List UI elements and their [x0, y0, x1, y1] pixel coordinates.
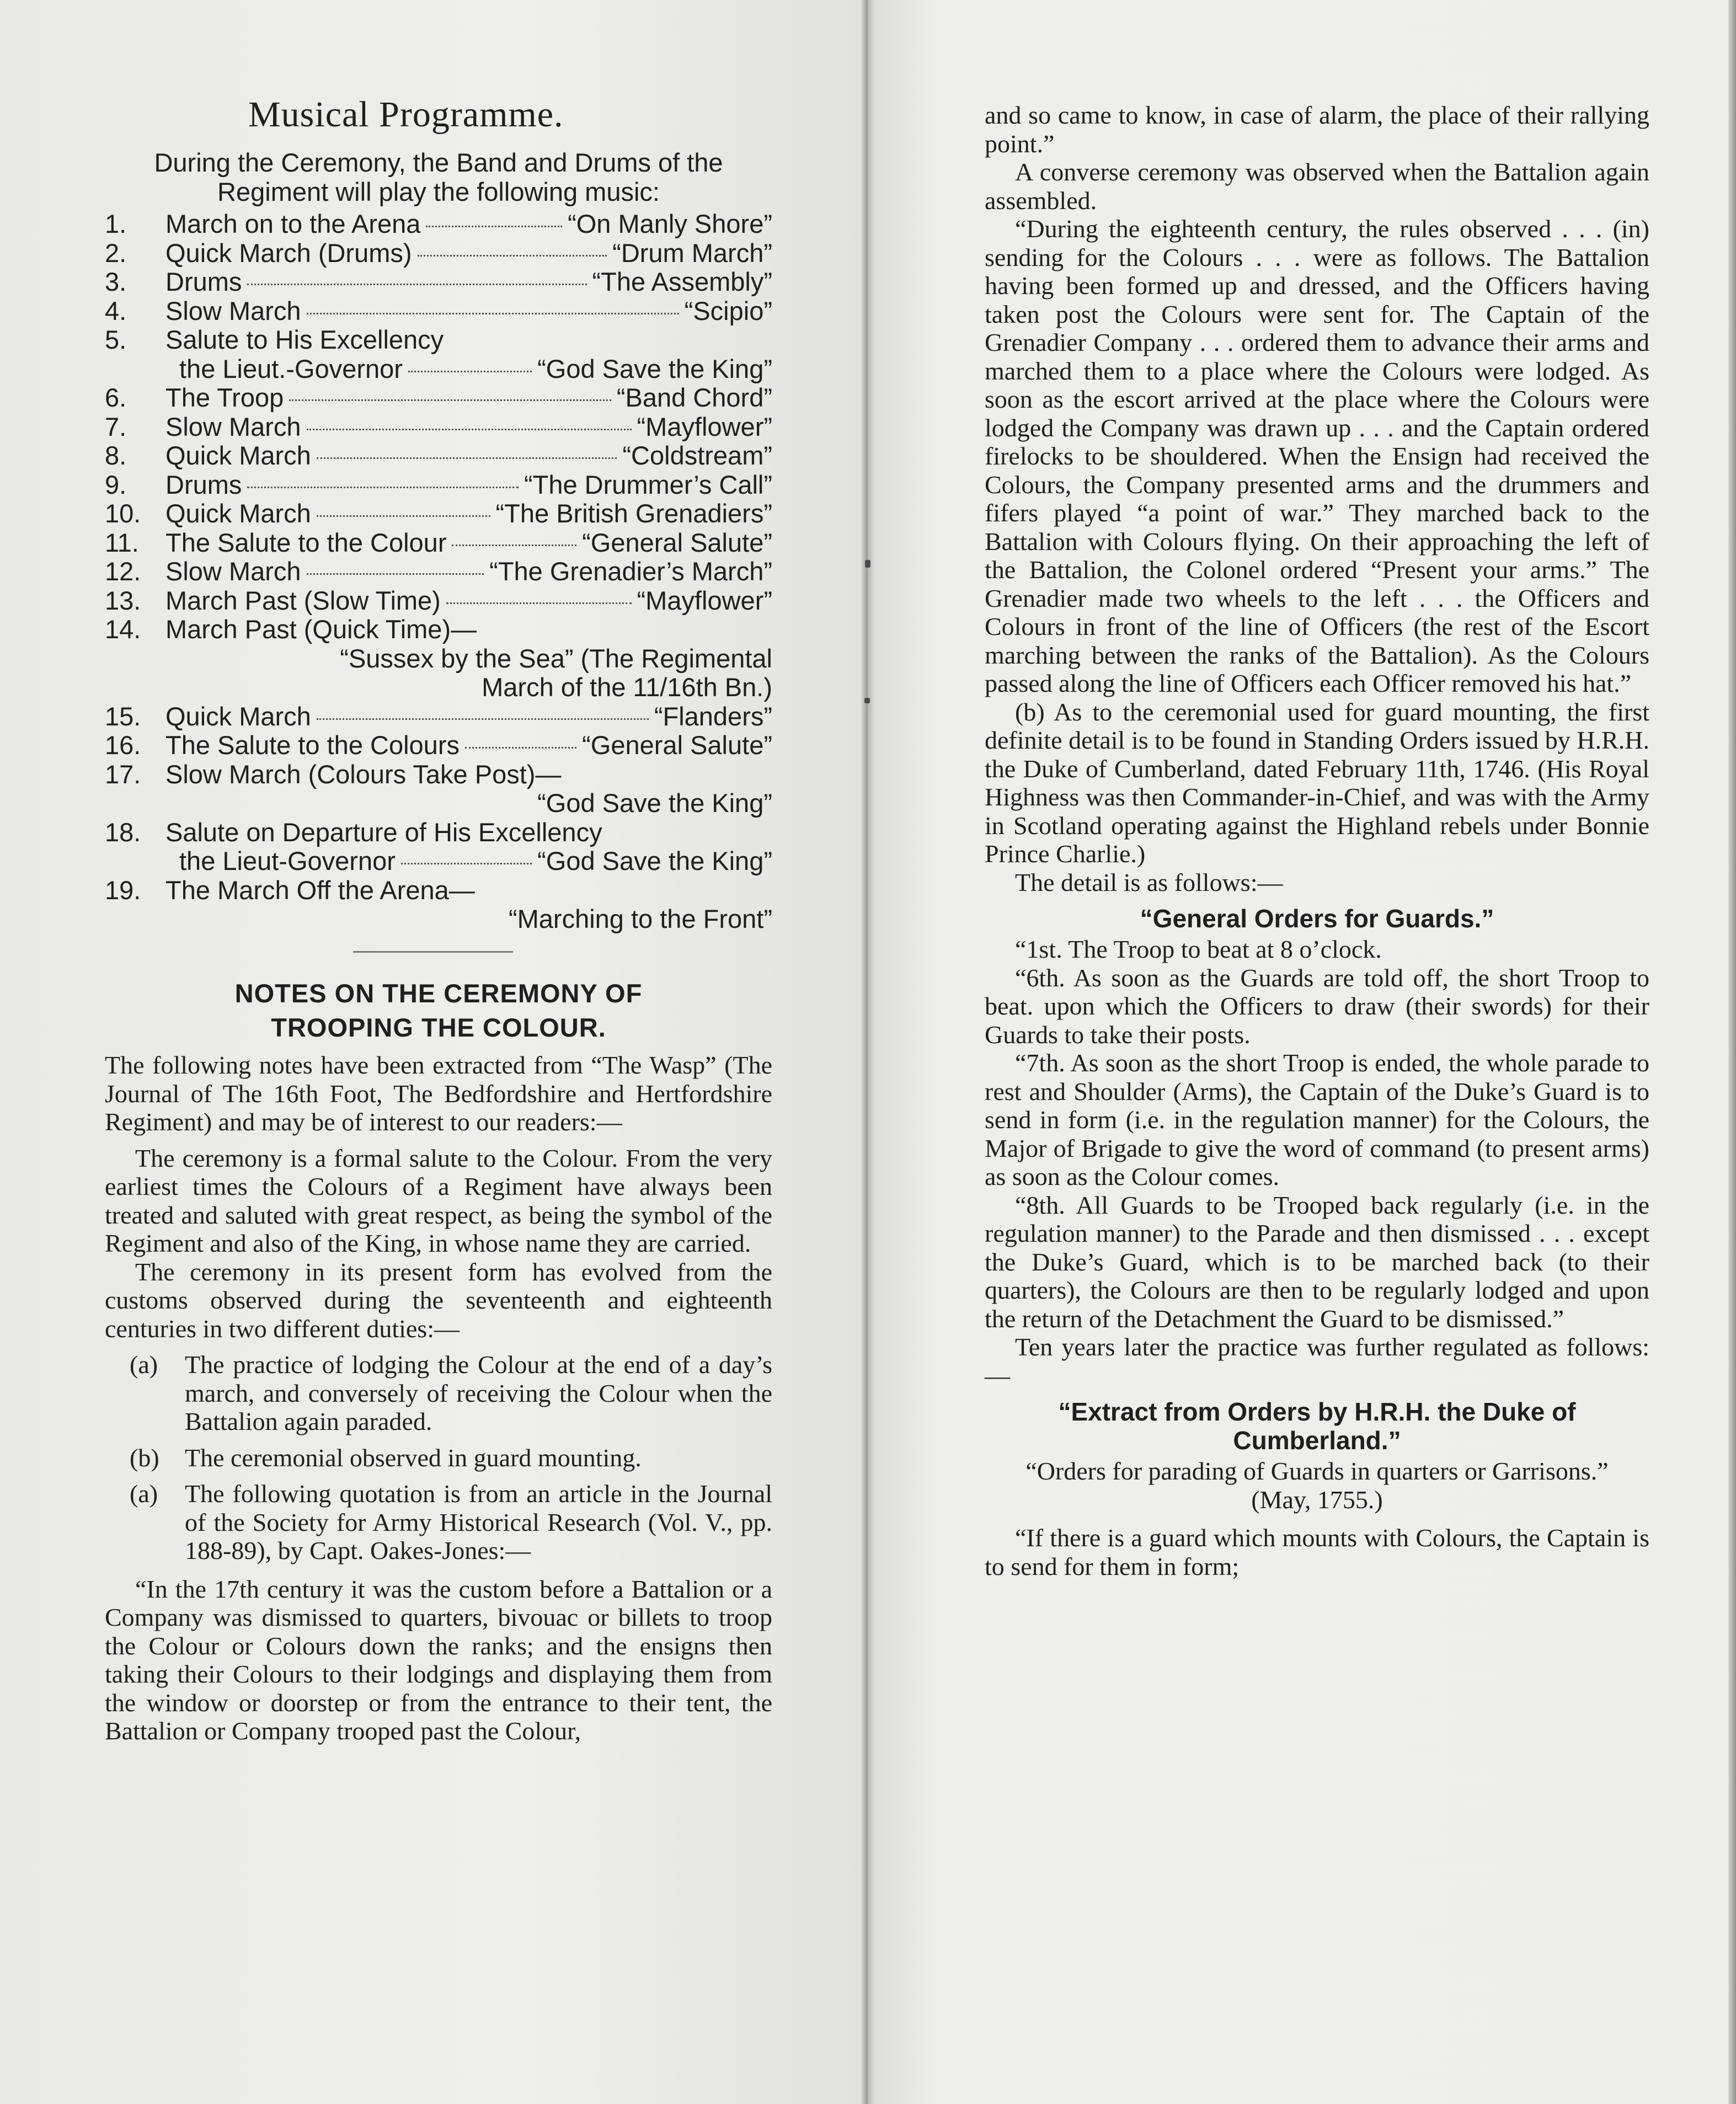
list-marker: (b)	[130, 1443, 159, 1472]
list-item	[105, 1350, 772, 1436]
programme-item	[105, 527, 772, 557]
programme-label: Salute to His Excellency	[165, 325, 444, 354]
programme-item	[105, 904, 772, 933]
dot-leader	[465, 747, 576, 749]
programme-tune: “On Manly Shore”	[568, 209, 772, 238]
programme-tune: “General Salute”	[582, 527, 772, 557]
programme-number: 3.	[105, 267, 127, 296]
programme-tune: “The Drummer’s Call”	[524, 469, 772, 499]
programme-tune: “The Assembly”	[592, 267, 772, 296]
programme-number: 18.	[105, 817, 141, 847]
programme-label: Quick March	[165, 441, 311, 470]
dot-leader	[401, 863, 532, 864]
paragraph: Ten years later the practice was further regulated as follows:—	[985, 1333, 1649, 1390]
programme-label: Drums	[165, 469, 242, 499]
dot-leader	[452, 544, 576, 546]
dot-leader	[307, 429, 632, 430]
dot-leader	[247, 487, 519, 488]
programme-number: 14.	[105, 615, 141, 644]
programme-tune: “Drum March”	[612, 238, 772, 268]
programme-item	[105, 701, 772, 730]
programme-label: Slow March (Colours Take Post)—	[165, 759, 562, 789]
list-marker: (a)	[130, 1480, 158, 1508]
programme-number: 16.	[105, 730, 141, 760]
programme-tune: “General Salute”	[582, 730, 772, 760]
programme-label: The Troop	[165, 383, 284, 412]
right-page-body	[985, 101, 1649, 1580]
paragraph: “7th. As soon as the short Troop is ended, the whole parade to rest and Shoulder (Arms), the Captain of the Duke’s Guard is to send in form (i.e. in the regulation manner) for the Colours, the Major of Brigade to give the word of command (to present arms) as soon as the Colour comes.	[985, 1049, 1649, 1190]
paragraph: (b) As to the ceremonial used for guard mounting, the first definite detail is to be found in Standing Orders issued by H.R.H. the Duke of Cumberland, dated February 11th, 1746. (His Royal Highness was then Commander-in-Chief, and was with the Army in Scotland operating against the Highland rebels under Bonnie Prince Charlie.)	[985, 697, 1649, 868]
programme-number: 19.	[105, 875, 141, 905]
dot-leader	[289, 399, 611, 401]
programme-item	[105, 585, 772, 615]
paragraph: “6th. As soon as the Guards are told off, the short Troop to beat. upon which the Officers to draw (their swords) for their Guards to take their posts.	[985, 963, 1649, 1049]
orders-heading: “General Orders for Guards.”	[1140, 904, 1494, 933]
programme-number: 10.	[105, 499, 141, 528]
programme-tune: “The British Grenadiers”	[495, 499, 772, 528]
list-text: The ceremonial observed in guard mounting.	[185, 1443, 642, 1472]
list-text: The practice of lodging the Colour at the end of a day’s march, and conversely of receiving the Colour when the Battalion again paraded.	[185, 1350, 772, 1435]
dot-leader	[317, 515, 490, 517]
list-item	[105, 1480, 772, 1565]
programme-tune: “Scipio”	[684, 296, 772, 325]
programme-item	[105, 469, 772, 499]
programme-number: 4.	[105, 296, 127, 325]
programme-number: 12.	[105, 557, 141, 586]
programme-label: Slow March	[165, 557, 301, 586]
programme-label: Slow March	[165, 296, 301, 325]
programme-label: Slow March	[165, 412, 301, 441]
paragraph: “1st. The Troop to beat at 8 o’clock.	[1015, 935, 1382, 963]
paragraph: “If there is a guard which mounts with Colours, the Captain is to send for them in form;	[985, 1524, 1649, 1580]
programme-item	[105, 238, 772, 267]
programme-item	[105, 209, 772, 238]
programme-item	[105, 324, 772, 354]
paragraph: “8th. All Guards to be Trooped back regularly (i.e. in the regulation manner) to the Parade and then dismissed . . . except the Duke’s Guard, which is to be marched back (to their quarters), the Colours are then to be regularly lodged and upon the return of the Detachment the Guard to be dismissed.”	[985, 1190, 1649, 1333]
ink-mark	[864, 698, 870, 703]
programme-tune: “Coldstream”	[622, 441, 772, 470]
programme-number: 11.	[105, 527, 139, 557]
programme-item	[105, 266, 772, 296]
programme-label: March on to the Arena	[165, 209, 421, 238]
programme-item	[105, 354, 772, 383]
ink-mark	[865, 560, 870, 568]
programme-label: Drums	[165, 267, 242, 296]
programme-tune: “Flanders”	[654, 701, 772, 731]
paragraph: “Orders for parading of Guards in quarters or Garrisons.”	[1025, 1457, 1609, 1485]
paragraph: A converse ceremony was observed when the Battalion again assembled.	[985, 158, 1649, 215]
programme-number: 2.	[105, 238, 127, 268]
programme-tune: “Band Chord”	[616, 383, 772, 412]
programme-tune: “Mayflower”	[637, 585, 772, 615]
programme-number: 8.	[105, 441, 127, 470]
list-marker: (a)	[130, 1350, 158, 1379]
programme-tune: “Mayflower”	[637, 412, 772, 441]
paragraph: “During the eighteenth century, the rules observed . . . (in) sending for the Colours . . . were as follows. The Battalion having been formed up and dressed, and the Officers having taken post the Colours were sent for. The Captain of the Grenadier Company . . . ordered them to advance their arms and marched them to a place where the Colours were lodged. As soon as the escort arrived at the place where the Colours were lodged the Company was drawn up . . . and the Captain ordered firelocks to be shouldered. When the Ensign had received the Colours, the Company presented arms and the drummers and fifers played “a point of war.” They marched back to the Battalion with Colours flying. On their approaching the left of the Battalion, the Colonel ordered “Present your arms.” The Grenadier made two wheels to the left . . . the Officers and Colours in front of the line of Officers (the rest of the Escort marching between the ranks of the Battalion). As the Colours passed along the line of Officers each Officer removed his hat.”	[985, 215, 1649, 697]
dot-leader	[426, 226, 562, 227]
programme-item	[105, 440, 772, 469]
programme-label: the Lieut-Governor	[179, 846, 396, 875]
programme-label: Quick March	[165, 701, 311, 731]
programme-number: 13.	[105, 585, 141, 615]
programme-tune: “God Save the King”	[537, 354, 772, 383]
programme-item	[105, 788, 772, 817]
paragraph: The following notes have been extracted from “The Wasp” (The Journal of The 16th Foot, The Bedfordshire and Hertfordshire Regiment) and may be of interest to our readers:—	[105, 1051, 772, 1136]
programme-item	[105, 296, 772, 325]
dot-leader	[247, 284, 586, 285]
programme-item	[105, 759, 772, 788]
programme-tune: “God Save the King”	[537, 846, 772, 875]
page-title: Musical Programme.	[248, 94, 564, 135]
programme-number: 1.	[105, 209, 127, 238]
notes-heading-line-2: TROOPING THE COLOUR.	[271, 1013, 606, 1042]
paragraph: and so came to know, in case of alarm, the place of their rallying point.”	[985, 101, 1649, 158]
book-gutter	[861, 0, 874, 2104]
dot-leader	[408, 371, 532, 372]
programme-item	[105, 730, 772, 759]
programme-tune: “Sussex by the Sea” (The Regimental	[340, 643, 772, 673]
programme-label: Salute on Departure of His Excellency	[165, 817, 602, 847]
dot-leader	[317, 718, 649, 720]
programme-intro: During the Ceremony, the Band and Drums of the Regiment will play the following music:	[154, 148, 723, 206]
programme-label: The Salute to the Colour	[165, 527, 447, 557]
programme-item	[105, 382, 772, 412]
programme-item	[105, 817, 772, 846]
programme-label: Quick March (Drums)	[165, 238, 412, 268]
programme-label: The Salute to the Colours	[165, 730, 460, 760]
programme-number: 9.	[105, 469, 127, 499]
section-divider	[353, 951, 513, 953]
programme-item	[105, 498, 772, 527]
programme-label: Quick March	[165, 499, 311, 528]
list-item	[105, 1444, 772, 1472]
programme-tune: March of the 11/16th Bn.)	[482, 672, 772, 702]
notes-heading-line-1: NOTES ON THE CEREMONY OF	[234, 979, 643, 1008]
programme-label: the Lieut.-Governor	[179, 354, 403, 383]
dot-leader	[446, 602, 632, 604]
page-edge	[1728, 0, 1736, 2104]
programme-tune: “Marching to the Front”	[508, 904, 772, 933]
paragraph: The ceremony in its present form has evolved from the customs observed during the seventeenth and eighteenth centuries in two different duties:—	[105, 1257, 772, 1343]
extract-heading: “Extract from Orders by H.R.H. the Duke of Cumberland.”	[1058, 1397, 1576, 1455]
date-line: (May, 1755.)	[1251, 1485, 1383, 1514]
programme-list	[105, 209, 772, 933]
programme-label: The March Off the Arena—	[165, 875, 475, 905]
programme-item	[105, 875, 772, 904]
programme-tune: “The Grenadier’s March”	[489, 557, 772, 586]
notes-heading	[105, 976, 772, 1045]
paragraph: The ceremony is a formal salute to the Colour. From the very earliest times the Colours of a Regiment have always been treated and saluted with great respect, as being the symbol of the Regiment and also of the King, in whose name they are carried.	[105, 1144, 772, 1257]
programme-item	[105, 556, 772, 585]
programme-item	[105, 846, 772, 875]
paragraph: The detail is as follows:—	[1015, 868, 1283, 896]
programme-label: March Past (Quick Time)—	[165, 615, 477, 644]
paragraph: “In the 17th century it was the custom before a Battalion or a Company was dismissed to quarters, bivouac or billets to troop the Colour or Colours down the ranks; and the ensigns then taking their Colours to their lodgings and displaying them from the window or doorstep or from the entrance to their tent, the Battalion or Company trooped past the Colour,	[105, 1574, 772, 1745]
programme-tune: “God Save the King”	[537, 788, 772, 818]
programme-number: 5.	[105, 325, 127, 354]
dot-leader	[307, 313, 679, 314]
programme-number: 15.	[105, 701, 141, 731]
dot-leader	[317, 457, 617, 459]
programme-number: 17.	[105, 759, 141, 789]
programme-number: 7.	[105, 412, 127, 441]
notes-body	[105, 1051, 772, 1745]
dot-leader	[418, 255, 607, 257]
programme-item	[105, 614, 772, 643]
programme-item	[105, 412, 772, 441]
programme-number: 6.	[105, 383, 127, 412]
programme-item	[105, 643, 772, 672]
programme-item	[105, 672, 772, 701]
list-text: The following quotation is from an article in the Journal of the Society for Army Historical Research (Vol. V., pp. 188-89), by Capt. Oakes-Jones:—	[185, 1480, 772, 1564]
programme-label: March Past (Slow Time)	[165, 585, 441, 615]
dot-leader	[307, 573, 484, 575]
